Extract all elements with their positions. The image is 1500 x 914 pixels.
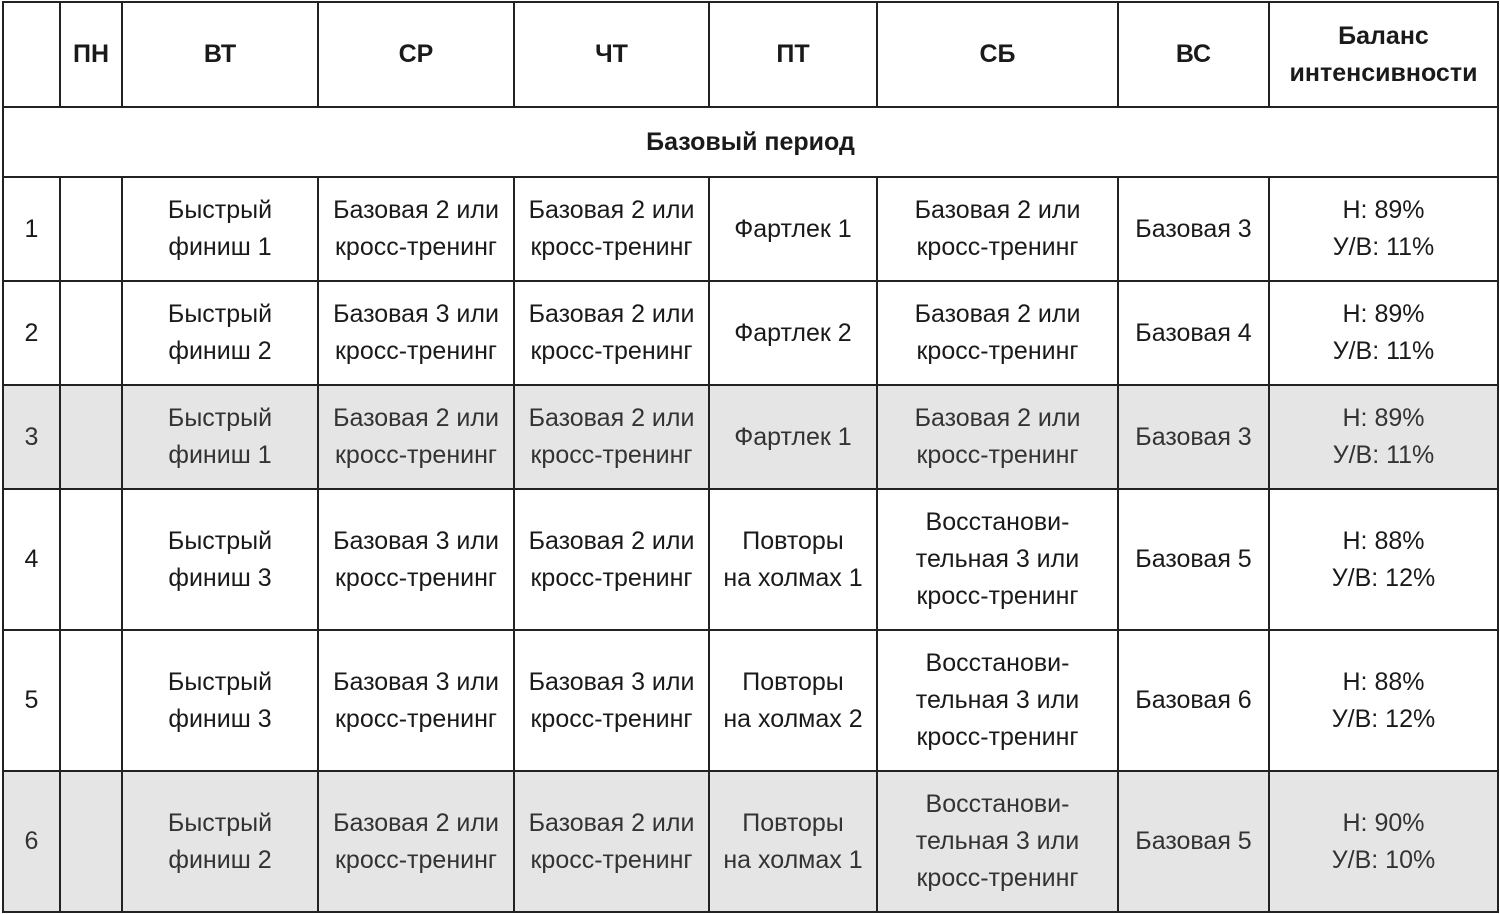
week-number-cell: 4	[3, 489, 60, 630]
day-cell-thu	[514, 177, 709, 281]
day-cell-sun	[1118, 281, 1269, 385]
day-cell-wed	[318, 281, 514, 385]
cell-line: У/В: 12%	[1331, 704, 1436, 733]
cell-line: Базовая 3 или	[333, 667, 499, 696]
cell-line: Н: 89%	[1342, 300, 1425, 328]
cell-line: тельная 3 или	[915, 686, 1080, 714]
header-week-cell	[3, 2, 60, 107]
cell-line: кросс-тренинг	[334, 337, 498, 365]
day-cell-wed	[318, 385, 514, 489]
day-cell-thu	[514, 489, 709, 630]
period-title: Базовый период	[3, 107, 1498, 177]
day-cell-sat	[877, 630, 1118, 771]
header-day-fri: ПТ	[709, 2, 877, 107]
cell-line: финиш 1	[168, 233, 272, 261]
cell-line: кросс-тренинг	[334, 441, 498, 469]
cell-line: Восстанови-	[925, 790, 1070, 818]
table-row	[3, 385, 1498, 489]
day-cell-sat	[877, 177, 1118, 281]
day-cell-sun	[1118, 177, 1269, 281]
day-cell-tue	[122, 177, 318, 281]
cell-line: Базовая 2 или	[528, 404, 695, 432]
day-cell-mon	[60, 630, 122, 771]
cell-line: кросс-тренинг	[334, 563, 498, 592]
cell-line: Фартлек 2	[734, 318, 852, 347]
cell-line: кросс-тренинг	[916, 582, 1079, 610]
day-cell-thu	[514, 281, 709, 385]
cell-line: кросс-тренинг	[916, 864, 1079, 892]
day-cell-thu	[514, 385, 709, 489]
cell-line: Быстрый	[167, 667, 273, 696]
week-number-cell: 3	[3, 385, 60, 489]
cell-line: Фартлек 1	[734, 422, 852, 451]
cell-line: Базовая 2 или	[914, 300, 1081, 328]
header-day-sat: СБ	[877, 2, 1118, 107]
cell-line: кросс-тренинг	[916, 233, 1079, 261]
cell-line: кросс-тренинг	[530, 337, 693, 365]
cell-line: на холмах 2	[723, 704, 863, 733]
cell-line: тельная 3 или	[915, 827, 1080, 855]
header-day-mon: ПН	[60, 2, 122, 107]
cell-line: Базовая 2 или	[528, 300, 695, 328]
cell-line: тельная 3 или	[915, 545, 1080, 573]
week-number-cell: 1	[3, 177, 60, 281]
cell-line: Базовая 3 или	[528, 667, 695, 696]
cell-line: на холмах 1	[723, 563, 863, 592]
cell-line: кросс-тренинг	[334, 233, 498, 261]
cell-line: Базовая 5	[1135, 827, 1252, 855]
header-day-sun: ВС	[1118, 2, 1269, 107]
week-number-cell: 5	[3, 630, 60, 771]
day-cell-wed	[318, 177, 514, 281]
day-cell-sun	[1118, 489, 1269, 630]
day-cell-mon	[60, 281, 122, 385]
day-cell-mon	[60, 385, 122, 489]
cell-line: Н: 88%	[1342, 667, 1425, 696]
cell-line: Базовая 5	[1135, 545, 1252, 573]
header-row	[3, 2, 1498, 107]
cell-line: финиш 3	[168, 563, 272, 592]
table-row	[3, 281, 1498, 385]
cell-line: кросс-тренинг	[916, 441, 1079, 469]
day-cell-sun	[1118, 771, 1269, 912]
header-intensity-balance	[1269, 2, 1498, 107]
cell-line: кросс-тренинг	[916, 723, 1079, 751]
cell-line: Базовая 2 или	[333, 404, 499, 432]
cell-line: Быстрый	[167, 300, 273, 328]
cell-line: финиш 3	[168, 704, 272, 733]
day-cell-tue	[122, 385, 318, 489]
cell-line: кросс-тренинг	[530, 563, 693, 592]
table-body	[3, 107, 1498, 912]
table-row	[3, 630, 1498, 771]
cell-line: финиш 1	[168, 441, 272, 469]
cell-line: кросс-тренинг	[530, 704, 693, 733]
cell-line: кросс-тренинг	[334, 704, 498, 733]
intensity-balance-cell	[1269, 177, 1498, 281]
day-cell-sun	[1118, 630, 1269, 771]
day-cell-tue	[122, 771, 318, 912]
cell-line: Повторы	[742, 808, 844, 837]
week-number-cell: 2	[3, 281, 60, 385]
header-day-wed: СР	[318, 2, 514, 107]
cell-line: Повторы	[742, 526, 844, 555]
cell-line: Базовая 3 или	[333, 300, 499, 328]
day-cell-fri	[709, 385, 877, 489]
cell-line: Базовая 2 или	[333, 808, 499, 837]
cell-line: Базовая 2 или	[914, 196, 1081, 224]
cell-line: Базовая 2 или	[914, 404, 1081, 432]
cell-line: Базовая 2 или	[333, 196, 499, 224]
intensity-balance-cell	[1269, 489, 1498, 630]
header-day-tue: ВТ	[122, 2, 318, 107]
cell-line: Быстрый	[167, 526, 273, 555]
day-cell-thu	[514, 771, 709, 912]
cell-line: на холмах 1	[723, 845, 863, 874]
day-cell-fri	[709, 281, 877, 385]
cell-line: Н: 89%	[1342, 196, 1425, 224]
cell-line: Базовая 2 или	[528, 196, 695, 224]
day-cell-thu	[514, 630, 709, 771]
cell-line: Н: 88%	[1342, 526, 1425, 555]
intensity-balance-cell	[1269, 385, 1498, 489]
day-cell-sat	[877, 281, 1118, 385]
day-cell-fri	[709, 771, 877, 912]
cell-line: Базовая 2 или	[528, 808, 695, 837]
cell-line: У/В: 12%	[1331, 563, 1436, 592]
cell-line: Фартлек 1	[734, 214, 852, 243]
cell-line: Восстанови-	[925, 508, 1070, 536]
day-cell-sat	[877, 489, 1118, 630]
cell-line: Быстрый	[167, 196, 273, 224]
cell-line: У/В: 11%	[1332, 441, 1435, 469]
day-cell-mon	[60, 177, 122, 281]
cell-line: Н: 89%	[1342, 404, 1425, 432]
day-cell-fri	[709, 177, 877, 281]
table-row	[3, 177, 1498, 281]
cell-line: финиш 2	[168, 337, 272, 365]
cell-line: кросс-тренинг	[530, 233, 693, 261]
cell-line: Быстрый	[167, 808, 273, 837]
table-row	[3, 489, 1498, 630]
header-day-thu: ЧТ	[514, 2, 709, 107]
intensity-balance-cell	[1269, 771, 1498, 912]
cell-line: Базовая 3	[1135, 422, 1252, 451]
cell-line: кросс-тренинг	[530, 845, 693, 874]
day-cell-wed	[318, 630, 514, 771]
day-cell-tue	[122, 489, 318, 630]
cell-line: финиш 2	[168, 845, 272, 874]
day-cell-wed	[318, 489, 514, 630]
day-cell-fri	[709, 630, 877, 771]
day-cell-mon	[60, 489, 122, 630]
cell-line: Базовая 2 или	[528, 526, 695, 555]
day-cell-sun	[1118, 385, 1269, 489]
day-cell-sat	[877, 771, 1118, 912]
day-cell-fri	[709, 489, 877, 630]
day-cell-tue	[122, 630, 318, 771]
cell-line: Базовая 3 или	[333, 526, 499, 555]
cell-line: У/В: 11%	[1332, 233, 1435, 261]
cell-line: кросс-тренинг	[334, 845, 498, 874]
day-cell-sat	[877, 385, 1118, 489]
intensity-balance-cell	[1269, 281, 1498, 385]
cell-line: Быстрый	[167, 404, 273, 432]
day-cell-mon	[60, 771, 122, 912]
cell-line: У/В: 11%	[1332, 337, 1435, 365]
day-cell-tue	[122, 281, 318, 385]
period-row	[3, 107, 1498, 177]
cell-line: кросс-тренинг	[916, 337, 1079, 365]
training-plan-table	[2, 1, 1499, 913]
cell-line: У/В: 10%	[1331, 845, 1436, 874]
header-balance-line2: интенсивности	[1289, 58, 1478, 87]
table-row	[3, 771, 1498, 912]
day-cell-wed	[318, 771, 514, 912]
cell-line: Н: 90%	[1342, 808, 1425, 837]
intensity-balance-cell	[1269, 630, 1498, 771]
cell-line: Базовая 3	[1135, 214, 1252, 243]
cell-line: Базовая 4	[1135, 318, 1252, 347]
cell-line: Базовая 6	[1135, 686, 1252, 714]
week-number-cell: 6	[3, 771, 60, 912]
cell-line: кросс-тренинг	[530, 441, 693, 469]
cell-line: Восстанови-	[925, 649, 1070, 677]
cell-line: Повторы	[742, 667, 844, 696]
header-balance-line1: Баланс	[1338, 21, 1429, 50]
